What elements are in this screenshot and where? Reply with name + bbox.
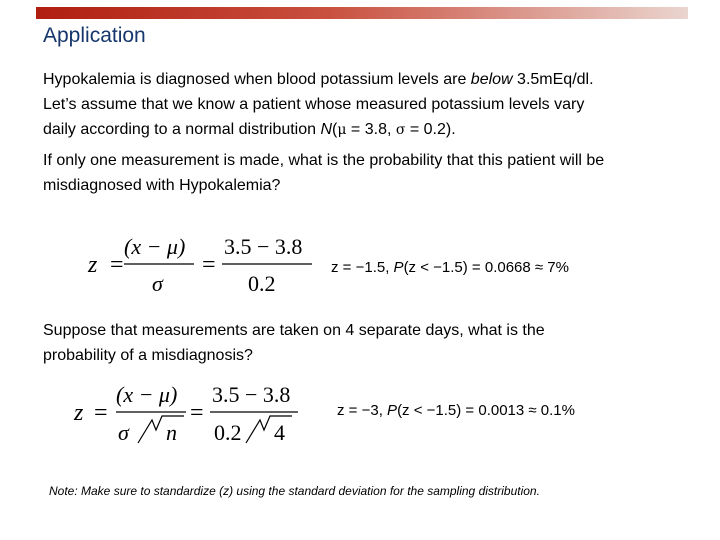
formula-two-den2-a: 0.2 (214, 420, 242, 445)
formula-one-denominator-2: 0.2 (248, 271, 276, 296)
question-one-line-1: If only one measurement is made, what is the probability that this patient will be (43, 152, 605, 169)
footnote: Note: Make sure to standardize (z) using the standard deviation for the sampling distribution. (49, 484, 540, 498)
question-two (43, 318, 545, 368)
formula-two-den2-n: 4 (274, 420, 285, 445)
title-accent-bar (36, 7, 688, 19)
formula-one-eq-1: = (110, 252, 124, 278)
formula-one-eq-2: = (202, 252, 216, 278)
question-one (43, 148, 604, 198)
intro-line-3: daily according to a normal distribution N(μ = 3.8, σ = 0.2). (43, 121, 456, 138)
intro-paragraph (43, 67, 594, 143)
formula-two-den2-slash-sqrt (246, 416, 292, 443)
z-score-formula-two (66, 380, 306, 452)
result-one: z = −1.5, P(z < −1.5) = 0.0668 ≈ 7% (331, 259, 569, 276)
formula-one-denominator: σ (152, 271, 163, 296)
formula-two-eq-2: = (190, 400, 204, 426)
formula-two-den-slash-sqrt (138, 416, 184, 443)
result-two: z = −3, P(z < −1.5) = 0.0013 ≈ 0.1% (337, 402, 575, 419)
z-score-formula-one (80, 228, 320, 300)
question-two-line-2: probability of a misdiagnosis? (43, 347, 253, 364)
formula-one-z: z (88, 252, 98, 278)
intro-line-1: Hypokalemia is diagnosed when blood potassium levels are below 3.5mEq/dl. (43, 71, 594, 88)
intro-line-2: Let’s assume that we know a patient whose measured potassium levels vary (43, 96, 585, 113)
formula-two-numerator-2: 3.5 − 3.8 (212, 382, 291, 407)
slide-title: Application (43, 24, 146, 47)
formula-two-den-sigma: σ (118, 420, 129, 445)
formula-two-den-n: n (166, 420, 177, 445)
question-one-line-2: misdiagnosed with Hypokalemia? (43, 177, 281, 194)
formula-one-numerator: (x − μ) (124, 234, 186, 259)
formula-two-eq-1: = (94, 400, 108, 426)
formula-two-numerator: (x − μ) (116, 382, 178, 407)
formula-one-numerator-2: 3.5 − 3.8 (224, 234, 303, 259)
question-two-line-1: Suppose that measurements are taken on 4 separate days, what is the (43, 322, 545, 339)
formula-two-z: z (74, 400, 84, 426)
